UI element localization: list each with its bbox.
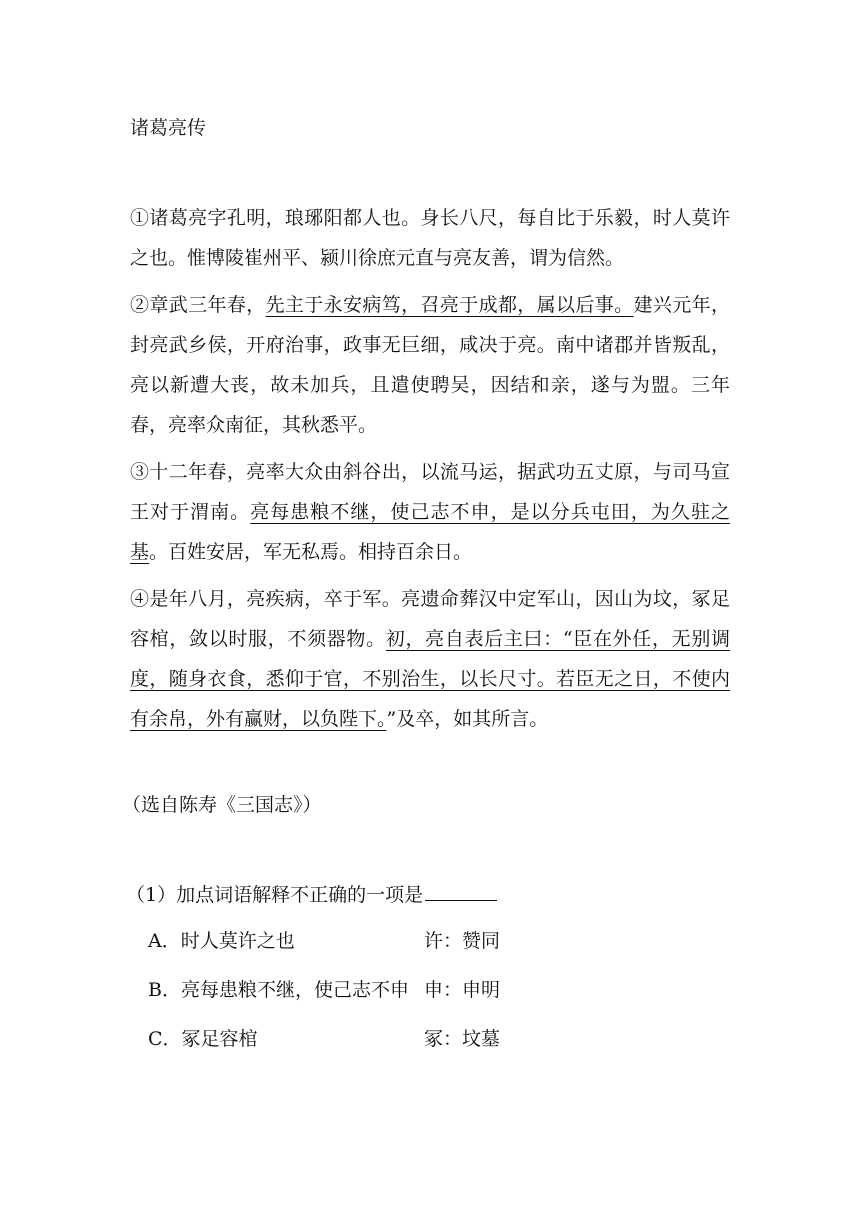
paragraph-4 [130,579,730,739]
option-a-letter: A． [148,930,181,952]
paragraph-2 [130,285,730,445]
paragraph-3-text-a: ③十二年春，亮率大众由斜谷出，以流马运，据武功五丈原，与司马宣王对于渭南。 [130,461,730,523]
option-b-letter: B． [148,979,181,1001]
option-c-text: 冢足容棺 [181,1028,258,1050]
paragraph-4-underlined-sentence: 初，亮自表后主曰：“臣在外任，无别调度，随身衣食，悉仰于官，不别治生，以长尺寸。若臣无之日，不使内有余帛，外有赢财，以负陛下。 [130,628,730,730]
paragraph-2-text-b: 建兴元年，封亮武乡侯，开府治事，政事无巨细，咸决于亮。南中诸郡并皆叛乱，亮以新遭大丧，故未加兵，且遣使聘吴，因结和亲，遂与为盟。三年春，亮率众南征，其秋悉平。 [130,294,730,436]
option-b-gloss: 申：申明 [424,979,501,1001]
document-title: 诸葛亮传 [130,117,207,139]
option-a [148,928,568,954]
option-a-text: 时人莫许之也 [180,930,295,952]
paragraph-4-text-b: ”及卒，如其所言。 [386,708,549,730]
option-c-gloss: 冢：坟墓 [424,1028,501,1050]
passage [130,198,730,746]
option-b-text: 亮每患粮不继，使己志不申 [180,979,409,1001]
question-1 [126,880,497,908]
source-citation: （选自陈寿《三国志》） [122,794,322,816]
paragraph-2-underlined-sentence: 先主于永安病笃，召亮于成都，属以后事。 [265,294,634,316]
paragraph-2-text-a: ②章武三年春， [130,294,266,316]
paragraph-3-underlined-sentence: 亮每患粮不继，使己志不申，是以分兵屯田，为久驻之基 [130,501,730,563]
option-c [148,1026,568,1052]
option-b [148,977,568,1003]
answer-blank[interactable] [425,880,497,901]
paragraph-4-text-a: ④是年八月，亮疾病，卒于军。亮遗命葬汉中定军山，因山为坟，冢足容棺，敛以时服，不须器物。 [130,588,730,650]
paragraph-1 [130,198,730,278]
option-c-letter: C． [148,1028,182,1050]
question-1-stem: （1）加点词语解释不正确的一项是 [126,884,424,906]
paragraph-1-text: ①诸葛亮字孔明，琅琊阳都人也。身长八尺，每自比于乐毅，时人莫许之也。惟博陵崔州平、颍川徐庶元直与亮友善，谓为信然。 [130,207,730,269]
option-a-gloss: 许：赞同 [424,930,501,952]
paragraph-3 [130,452,730,572]
paragraph-3-text-b: 。百姓安居，军无私焉。相持百余日。 [149,541,473,563]
